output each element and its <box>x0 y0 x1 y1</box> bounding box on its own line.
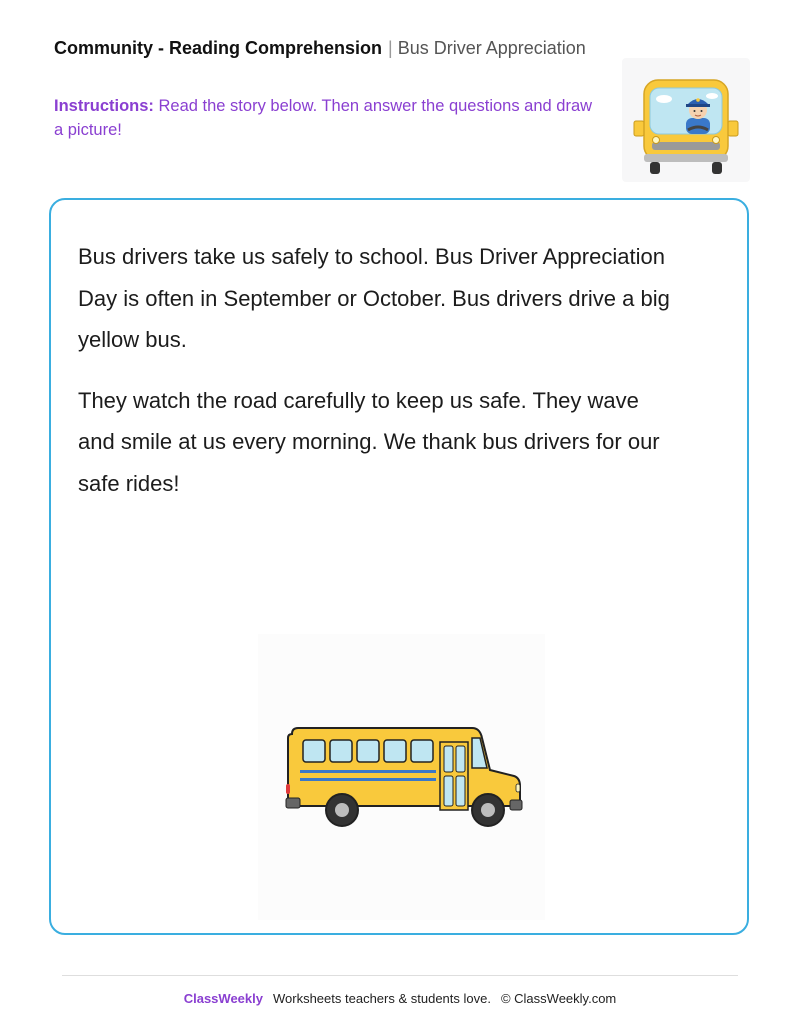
school-bus-icon <box>258 634 545 920</box>
story-box <box>49 198 749 935</box>
bus-driver-illustration <box>622 58 750 182</box>
footer <box>0 990 800 1008</box>
instructions-text: Read the story below. Then answer the questions and draw a picture! <box>54 97 593 139</box>
worksheet-title: Community - Reading Comprehension <box>54 38 383 58</box>
school-bus-illustration <box>258 634 545 920</box>
story-paragraph: They watch the road carefully to keep us safe. They wave and smile at us every morning. We thank bus drivers for our safe rides! <box>78 387 660 496</box>
footer-brand: ClassWeekly <box>183 991 263 1006</box>
story-text <box>78 236 678 523</box>
instructions <box>54 94 599 142</box>
footer-copyright: © ClassWeekly.com <box>500 991 617 1006</box>
instructions-label: Instructions: <box>54 97 154 115</box>
footer-tagline: Worksheets teachers & students love. <box>272 991 491 1006</box>
worksheet-header <box>54 37 604 59</box>
story-paragraph: Bus drivers take us safely to school. Bus Driver Appreciation Day is often in September or October. Bus drivers drive a big yellow bus. <box>78 244 670 352</box>
bus-driver-in-bus-icon <box>622 58 750 182</box>
header-separator: | <box>388 38 393 58</box>
footer-divider <box>62 975 738 976</box>
worksheet-subtitle: Bus Driver Appreciation <box>397 38 586 58</box>
